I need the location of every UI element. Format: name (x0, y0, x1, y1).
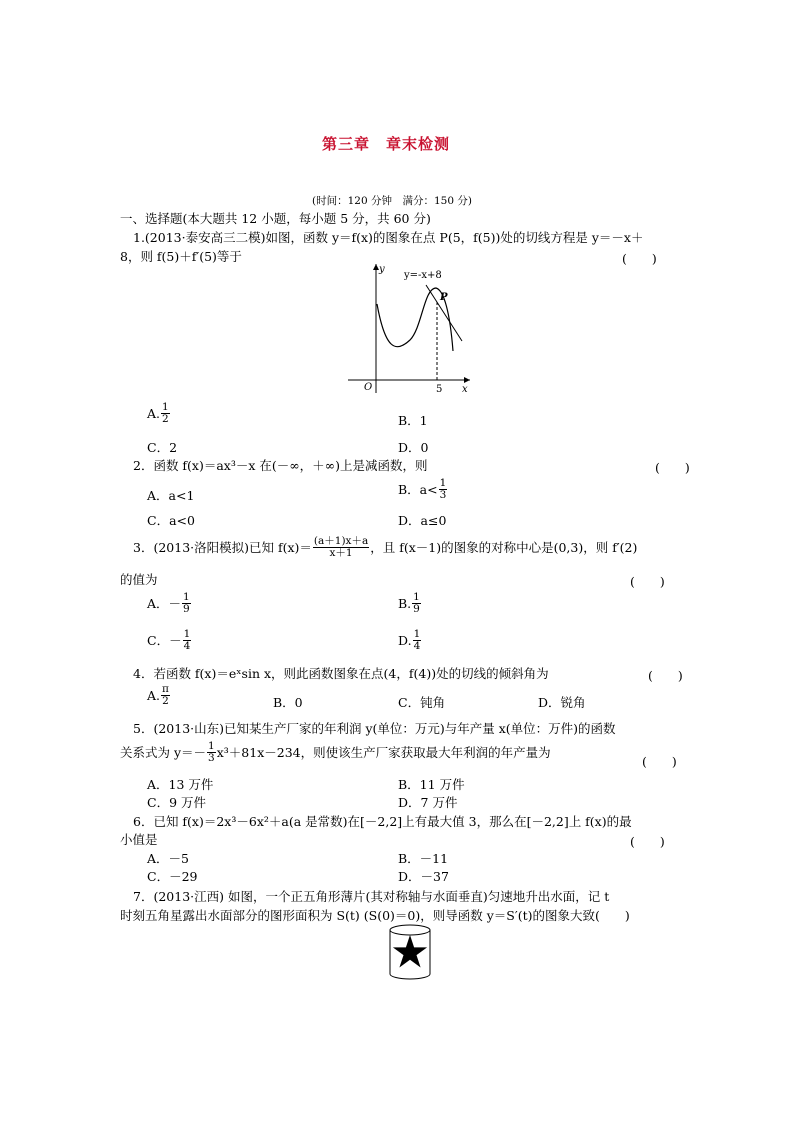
fraction: $\frac{1}{9}$ (413, 591, 420, 615)
q6-answer-blank: ( ) (630, 834, 665, 849)
q6-option-d[interactable]: D．－37 (398, 869, 449, 884)
q7-figure (385, 922, 435, 982)
fraction: $\frac{1}{2}$ (162, 401, 169, 425)
q5-stem-line2 (120, 741, 551, 764)
q3-option-c[interactable] (147, 629, 192, 652)
fraction: $\frac{1}{3}$ (439, 477, 447, 501)
q5-option-a[interactable]: A．13 万件 (147, 777, 214, 792)
q3-option-d[interactable] (398, 629, 422, 652)
q3-option-b[interactable] (398, 592, 422, 615)
point-p-label: P (440, 292, 448, 303)
q4-option-b[interactable]: B．0 (273, 695, 303, 710)
tangent-label: y=-x+8 (404, 270, 442, 281)
q6-stem-line1: 6．已知 f(x)＝2x³－6x²＋a(a 是常数)在[－2,2]上有最大值 3，那么在[－2,2]上 f(x)的最 (133, 814, 632, 829)
origin-label: O (364, 382, 373, 393)
q1-option-d[interactable]: D．0 (398, 440, 429, 455)
q5-answer-blank: ( ) (642, 754, 677, 769)
option-label: B．a< (398, 481, 438, 497)
q6-stem-line2: 小值是 (120, 832, 158, 847)
q6-option-a[interactable]: A．－5 (147, 851, 189, 866)
page-title: 第三章 章末检测 (322, 135, 451, 153)
q6-option-b[interactable]: B．－11 (398, 851, 449, 866)
q4-option-c[interactable]: C．钝角 (398, 695, 446, 710)
fraction: $\frac{1}{3}$ (208, 740, 215, 764)
y-axis-label: y (379, 264, 385, 275)
q1-figure (340, 258, 480, 398)
q5-stem-pre: 关系式为 y＝－ (120, 744, 207, 760)
q2-option-b[interactable] (398, 478, 448, 501)
option-label: D. (398, 632, 412, 648)
q3-stem-line2: 的值为 (120, 572, 158, 587)
q1-option-b[interactable]: B．1 (398, 413, 428, 428)
fraction: $\frac{\pi}{2}$ (162, 683, 169, 707)
q2-option-a[interactable]: A．a<1 (147, 488, 195, 503)
star-icon (393, 935, 427, 968)
cylinder-top (390, 925, 430, 935)
fraction: $\frac{1}{9}$ (183, 591, 190, 615)
q3-answer-blank: ( ) (630, 574, 665, 589)
q4-answer-blank: ( ) (648, 668, 683, 683)
q3-stem (133, 536, 637, 559)
q6-option-c[interactable]: C．－29 (147, 869, 198, 884)
q7-stem-line1: 7．(2013·江西) 如图，一个正五角形薄片(其对称轴与水面垂直)匀速地升出水面，记 t (133, 889, 610, 904)
fraction: $\frac{1}{4}$ (413, 628, 421, 652)
q4-option-a[interactable] (147, 684, 171, 707)
q7-stem-line2: 时刻五角星露出水面部分的图形面积为 S(t) (S(0)＝0)，则导函数 y＝S′(t)的图象大致( ) (120, 908, 630, 923)
q5-stem-line1: 5．(2013·山东)已知某生产厂家的年利润 y(单位：万元)与年产量 x(单位：万件)的函数 (133, 721, 616, 736)
option-label: A．－ (147, 595, 182, 611)
q5-option-d[interactable]: D．7 万件 (398, 795, 458, 810)
q3-stem-pre: 3．(2013·洛阳模拟)已知 f(x)＝ (133, 539, 312, 555)
q3-stem-post: ，且 f(x－1)的图象的对称中心是(0,3)，则 f′(2) (370, 539, 638, 555)
q2-answer-blank: ( ) (655, 460, 690, 475)
q1-answer-blank: ( ) (622, 251, 657, 266)
q4-option-d[interactable]: D．锐角 (538, 695, 586, 710)
q1-stem-line1: 1.(2013·泰安高三二模)如图，函数 y＝f(x)的图象在点 P(5，f(5))处的切线方程是 y＝－x＋ (133, 230, 644, 245)
x-axis-arrow (464, 377, 470, 383)
q1-option-c[interactable]: C．2 (147, 440, 178, 455)
q1-stem-line2: 8，则 f(5)＋f′(5)等于 (120, 249, 242, 264)
q2-option-d[interactable]: D．a≤0 (398, 513, 447, 528)
q2-option-c[interactable]: C．a<0 (147, 513, 195, 528)
fraction: $\frac{(a+1)x+a}{x+1}$ (313, 535, 369, 559)
x-tick-5: 5 (436, 384, 443, 395)
q3-option-a[interactable] (147, 592, 192, 615)
section-heading: 一、选择题(本大题共 12 小题，每小题 5 分，共 60 分) (120, 211, 431, 226)
exam-meta: (时间：120 分钟 满分：150 分) (312, 195, 472, 207)
q5-option-c[interactable]: C．9 万件 (147, 795, 206, 810)
option-label: B. (398, 595, 412, 611)
q5-option-b[interactable]: B．11 万件 (398, 777, 465, 792)
q5-stem-post: x³＋81x－234，则使该生产厂家获取最大年利润的年产量为 (216, 744, 551, 760)
q2-stem: 2．函数 f(x)＝ax³－x 在(－∞，＋∞)上是减函数，则 (133, 458, 428, 473)
option-label: C．－ (147, 632, 182, 648)
option-label: A. (147, 405, 161, 421)
cylinder-bottom (390, 974, 430, 979)
q1-option-a[interactable] (147, 402, 171, 425)
option-label: A. (147, 687, 161, 703)
x-axis-label: x (462, 384, 468, 395)
fraction: $\frac{1}{4}$ (183, 628, 191, 652)
q4-stem: 4．若函数 f(x)＝eˣsin x，则此函数图象在点(4，f(4))处的切线的倾斜角为 (133, 666, 549, 681)
